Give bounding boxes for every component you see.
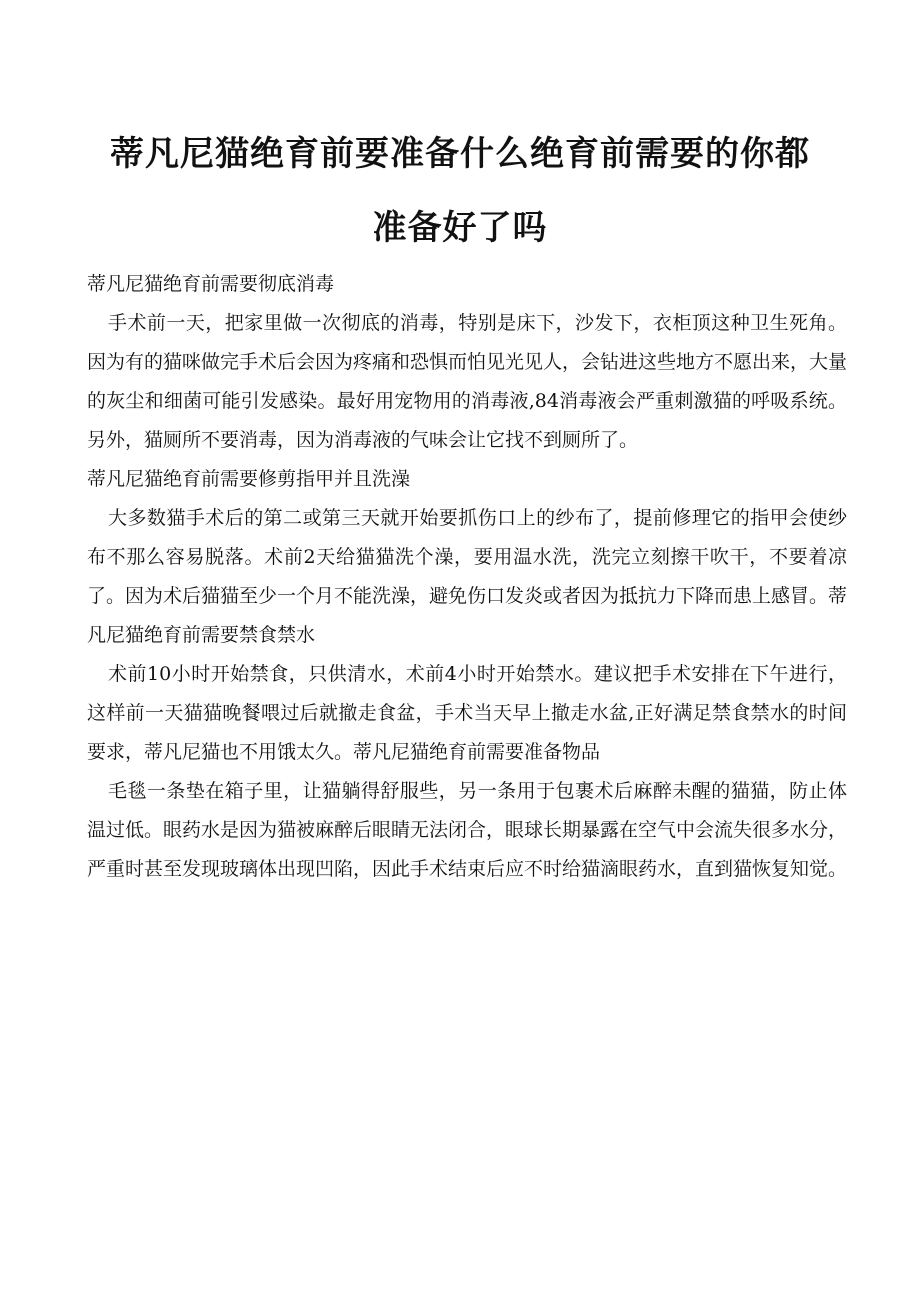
document-title-line-1: 蒂凡尼猫绝育前要准备什么绝育前需要的你都 xyxy=(110,134,810,174)
paragraph-supplies: 毛毯一条垫在箱子里，让猫躺得舒服些，另一条用于包裹术后麻醉未醒的猫猫，防止体温过低。眼药水是因为猫被麻醉后眼睛无法闭合，眼球长期暴露在空气中会流失很多水分，严重时甚至发现玻璃体出现凹陷，因此手术结束后应不时给猫滴眼药水，直到猫恢复知觉。 xyxy=(87,780,848,880)
paragraph-disinfect: 手术前一天，把家里做一次彻底的消毒，特别是床下，沙发下，衣柜顶这种卫生死角。因为有的猫咪做完手术后会因为疼痛和恐惧而怕见光见人，会钻进这些地方不愿出来，大量的灰尘和细菌可能引发感染。最好用宠物用的消毒液,84消毒液会严重刺激猫的呼吸系统。另外，猫厕所不要消毒，因为消毒液的气味会让它找不到厕所了。 xyxy=(87,312,848,451)
document-body xyxy=(87,265,847,889)
section-heading-disinfect: 蒂凡尼猫绝育前需要彻底消毒 xyxy=(87,273,335,295)
paragraph-fasting: 术前10小时开始禁食，只供清水，术前4小时开始禁水。建议把手术安排在下午进行，这样前一天猫猫晚餐喂过后就撤走食盆，手术当天早上撤走水盆,正好满足禁食禁水的时间要求，蒂凡尼猫也不用饿太久。蒂凡尼猫绝育前需要准备物品 xyxy=(87,663,847,763)
document-title-line-2: 准备好了吗 xyxy=(372,208,548,248)
section-heading-nails-bath: 蒂凡尼猫绝育前需要修剪指甲并且洗澡 xyxy=(87,468,411,490)
paragraph-nails-bath: 大多数猫手术后的第二或第三天就开始要抓伤口上的纱布了，提前修理它的指甲会使纱布不那么容易脱落。术前2天给猫猫洗个澡，要用温水洗，洗完立刻擦干吹干，不要着凉了。因为术后猫猫至少一个月不能洗澡，避免伤口发炎或者因为抵抗力下降而患上感冒。蒂凡尼猫绝育前需要禁食禁水 xyxy=(87,507,848,646)
